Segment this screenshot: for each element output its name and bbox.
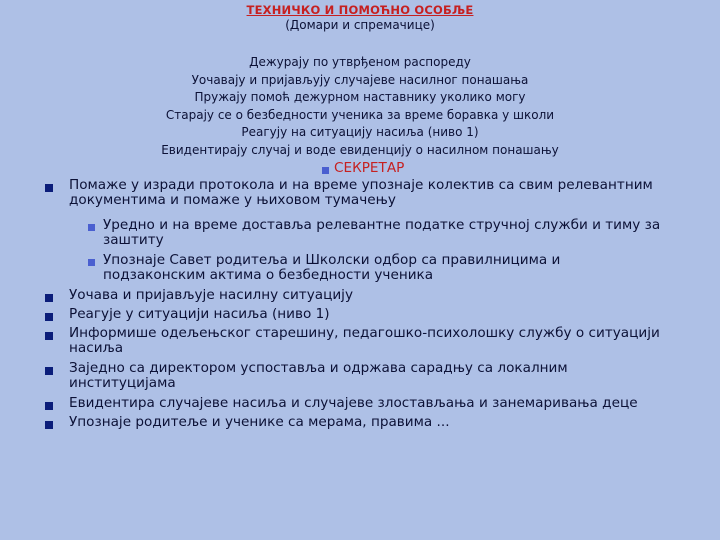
secretary-subitem-2: Упознаје Савет родитеља и Школски одбор са правилницима и — [103, 252, 561, 268]
bullet-icon — [45, 184, 53, 192]
slide-subtitle: (Домари и спремачице) — [285, 18, 435, 32]
duty-item: Евидентирају случај и воде евиденцију о насилном понашању — [161, 142, 559, 157]
staff-duties-list — [0, 54, 720, 160]
secretary-heading: СЕКРЕТАР — [334, 160, 405, 176]
bullet-icon — [88, 259, 95, 266]
secretary-item-5-cont: институцијама — [69, 375, 176, 391]
slide-title: ТЕХНИЧКО И ПОМОЋНО ОСОБЉЕ — [246, 3, 474, 17]
secretary-subitem-1-cont: заштиту — [103, 232, 164, 248]
bullet-icon — [45, 294, 53, 302]
duty-item: Реагују на ситуацију насиља (ниво 1) — [241, 125, 479, 140]
secretary-item-7: Упознаје родитеље и ученике са мерама, правима ... — [69, 414, 450, 430]
secretary-item-3: Реагује у ситуацији насиља (ниво 1) — [69, 306, 330, 322]
bullet-icon — [45, 421, 53, 429]
secretary-item-1: Помаже у изради протокола и на време упознаје колектив са свим релевантним — [69, 177, 653, 193]
duty-item: Пружају помоћ дежурном наставнику уколико могу — [194, 90, 526, 105]
bullet-icon — [88, 224, 95, 231]
bullet-icon — [45, 367, 53, 375]
secretary-item-5: Заједно са директором успоставља и одржава сарадњу са локалним — [69, 360, 568, 376]
bullet-icon — [45, 313, 53, 321]
duty-item: Старају се о безбедности ученика за време боравка у школи — [165, 107, 555, 122]
duty-item: Дежурају по утврђеном распореду — [249, 55, 471, 69]
duty-item: Уочавају и пријављују случајеве насилног понашања — [191, 72, 529, 87]
bullet-icon — [45, 332, 53, 340]
secretary-item-1-cont: документима и помаже у њиховом тумачењу — [69, 192, 396, 208]
secretary-subitem-2-cont: подзаконским актима о безбедности ученика — [103, 267, 434, 283]
secretary-subitem-1: Уредно и на време доставља релевантне податке стручној служби и тиму за — [103, 217, 661, 233]
bullet-icon — [45, 402, 53, 410]
secretary-item-6: Евидентира случајеве насиља и случајеве злостављања и занемаривања деце — [69, 395, 638, 411]
secretary-item-2: Уочава и пријављује насилну ситуацију — [69, 287, 354, 303]
secretary-item-4-cont: насиља — [69, 340, 124, 356]
secretary-item-4: Информише одељењског старешину, педагошко-психолошку службу о ситуацији — [69, 325, 660, 341]
bullet-icon — [322, 167, 329, 174]
